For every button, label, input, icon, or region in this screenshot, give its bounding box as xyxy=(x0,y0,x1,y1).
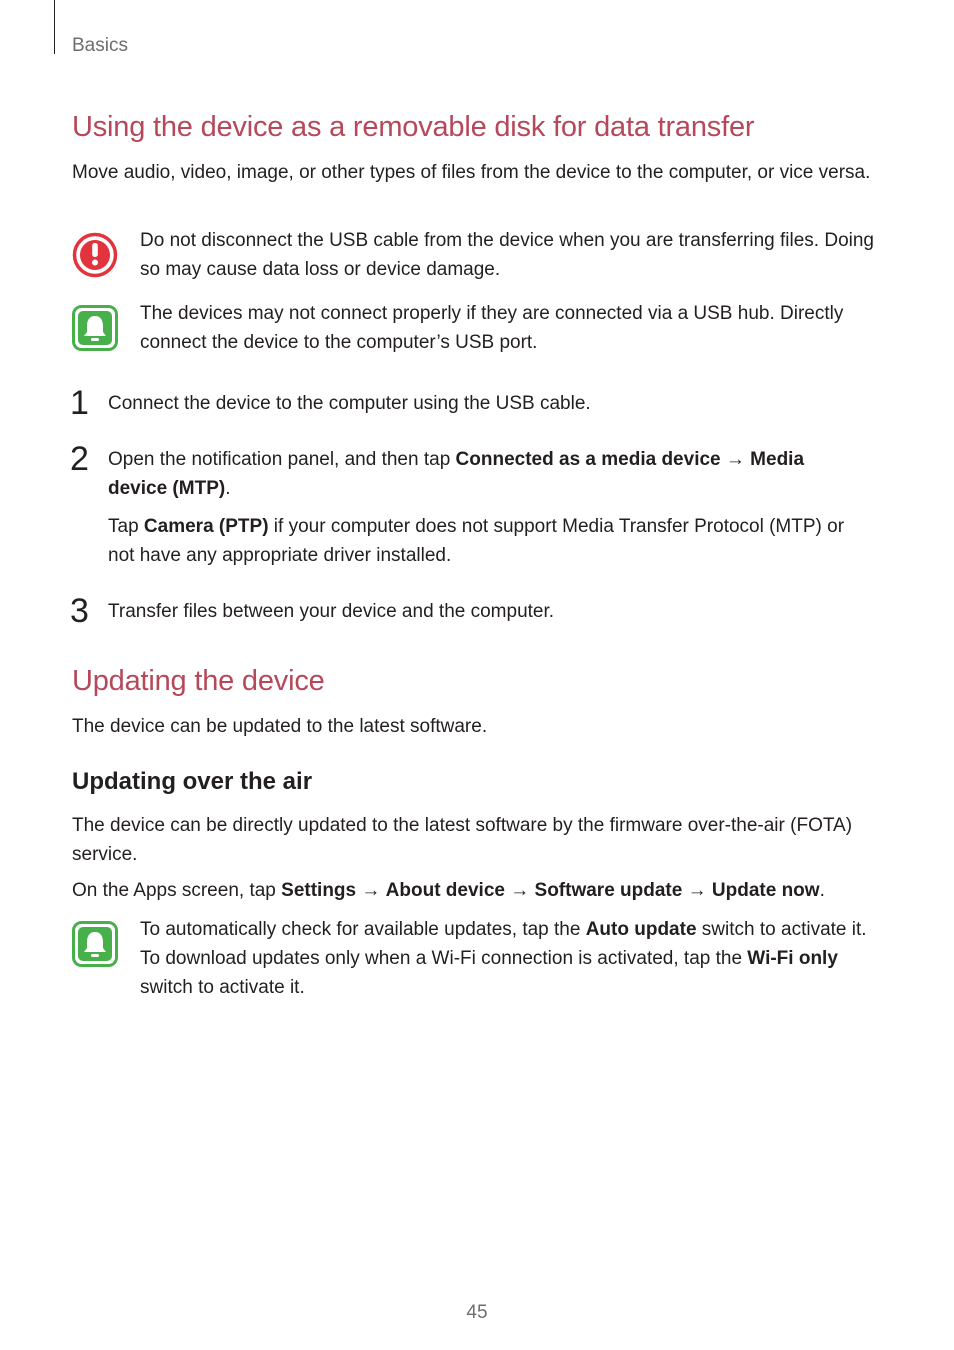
page-number: 45 xyxy=(466,1302,488,1323)
ui-label-about-device: About device xyxy=(385,880,505,901)
step-1-text: Connect the device to the computer using the USB cable. xyxy=(108,393,591,414)
ui-label-wifi-only: Wi-Fi only xyxy=(747,948,838,969)
ui-label-software-update: Software update xyxy=(534,880,683,901)
ui-label-camera-ptp: Camera (PTP) xyxy=(143,516,269,537)
ui-label-settings: Settings xyxy=(281,880,357,901)
ota-paragraph: The device can be directly updated to the latest software by the firmware over-the-air (FOTA) service. xyxy=(72,815,853,865)
caution-icon xyxy=(72,232,118,278)
step-2-text: Open the notification panel, and then tap Connected as a media device → Media device (MTP). xyxy=(108,449,805,499)
step-number-2: 2 xyxy=(70,440,89,478)
step-number-3: 3 xyxy=(70,592,89,630)
note-bell-icon xyxy=(72,305,118,351)
ui-label-auto-update: Auto update xyxy=(585,919,697,940)
ui-label-media-device-mtp: Media device (MTP) xyxy=(108,449,805,499)
transfer-intro: Move audio, video, image, or other types of files from the device to the computer, or vice versa. xyxy=(72,162,871,183)
auto-update-note-text: To automatically check for available updates, tap the Auto update switch to activate it. To download updates only when a Wi-Fi connection is activated, tap the Wi-Fi only switch to activate it. xyxy=(140,919,867,998)
usb-hub-note-text: The devices may not connect properly if they are connected via a USB hub. Directly connect the device to the computer’s USB port. xyxy=(140,303,844,353)
step-3-text: Transfer files between your device and the computer. xyxy=(108,601,555,622)
ui-label-connected-media: Connected as a media device xyxy=(455,449,721,470)
step-2-subtext: Tap Camera (PTP) if your computer does not support Media Transfer Protocol (MTP) or not have any appropriate driver installed. xyxy=(108,516,845,566)
ui-label-update-now: Update now xyxy=(711,880,820,901)
section-title-transfer: Using the device as a removable disk for data transfer xyxy=(72,111,755,143)
subsection-title-ota: Updating over the air xyxy=(72,768,313,795)
step-number-1: 1 xyxy=(70,384,89,422)
ota-path-paragraph: On the Apps screen, tap Settings → About device → Software update → Update now. xyxy=(72,880,825,901)
updating-intro: The device can be updated to the latest software. xyxy=(72,716,488,737)
running-header: Basics xyxy=(72,35,128,56)
note-bell-icon xyxy=(72,921,118,967)
section-title-updating: Updating the device xyxy=(72,665,325,697)
header-rule xyxy=(54,0,55,54)
caution-text: Do not disconnect the USB cable from the device when you are transferring files. Doing so may cause data loss or device damage. xyxy=(140,230,874,280)
